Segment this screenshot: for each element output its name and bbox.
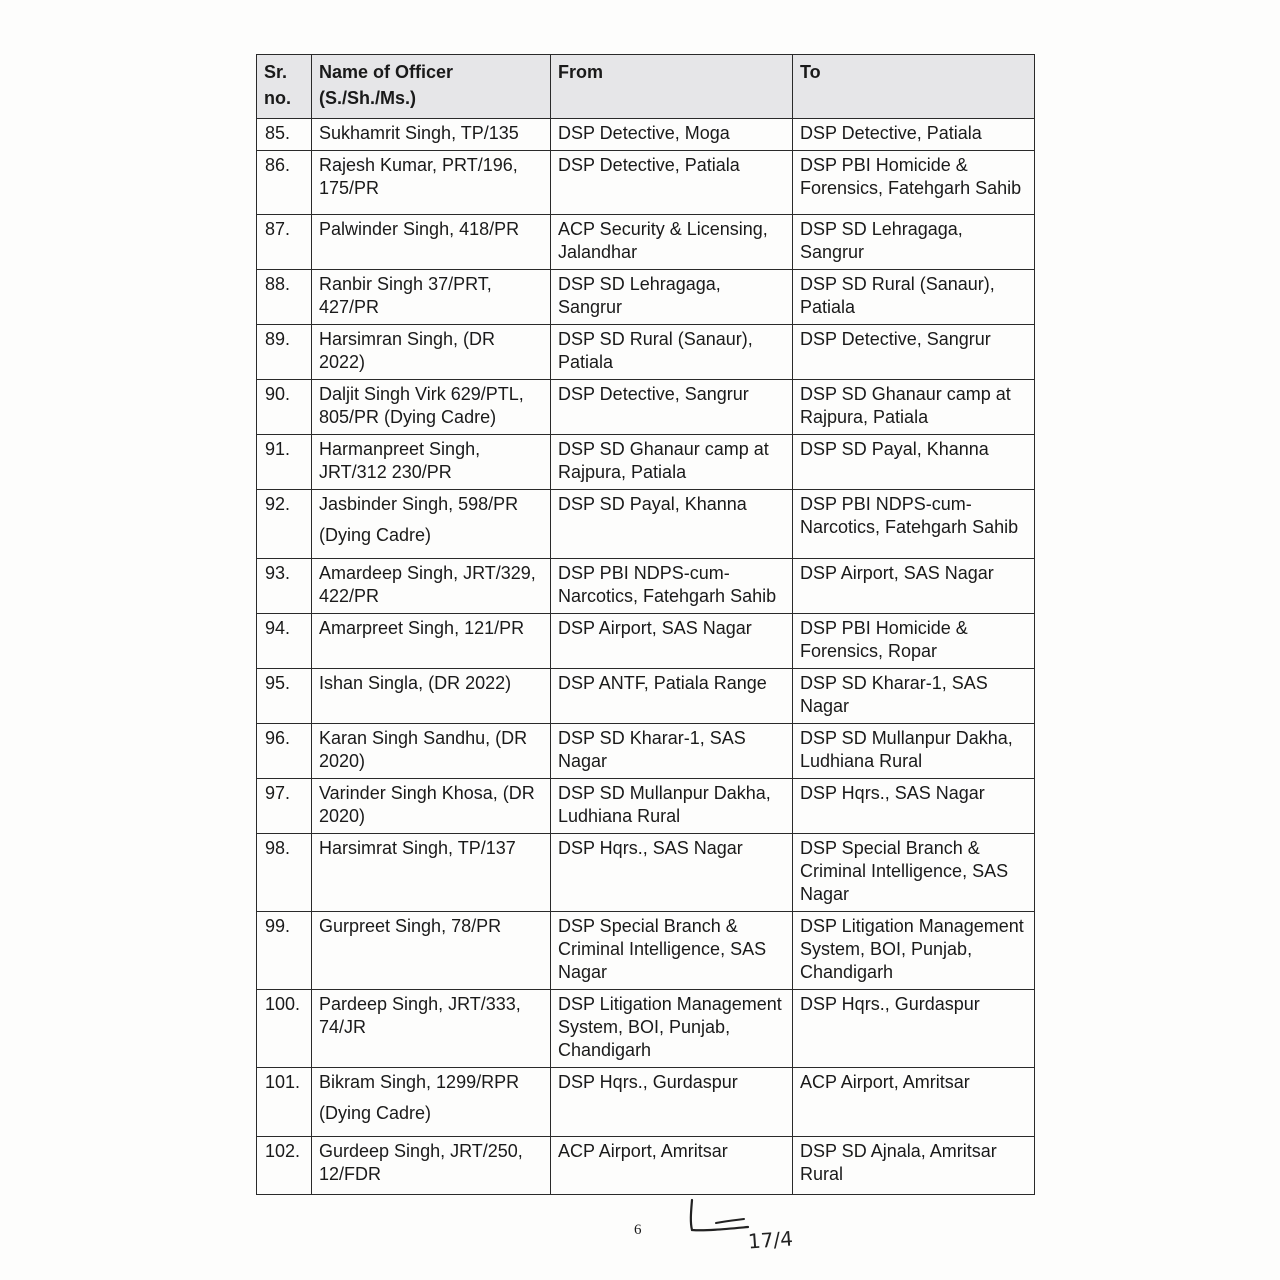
cell-from-posting: DSP SD Lehragaga, Sangrur (551, 270, 793, 325)
cell-to-posting: DSP SD Mullanpur Dakha, Ludhiana Rural (793, 724, 1035, 779)
header-name-line2: (S./Sh./Ms.) (319, 88, 417, 108)
cell-to-posting: DSP Hqrs., SAS Nagar (793, 779, 1035, 834)
table-row (257, 1068, 1035, 1137)
transfer-table (256, 54, 1035, 1195)
officer-name-text: Gurdeep Singh, JRT/250, 12/FDR (319, 1141, 523, 1184)
cell-from-posting: DSP Airport, SAS Nagar (551, 614, 793, 669)
cell-to-posting: DSP Hqrs., Gurdaspur (793, 990, 1035, 1068)
table-row (257, 270, 1035, 325)
officer-name-text: Bikram Singh, 1299/RPR (319, 1072, 520, 1092)
cell-sr-no: 87. (257, 215, 312, 270)
cell-to-posting: DSP Airport, SAS Nagar (793, 559, 1035, 614)
cell-sr-no: 91. (257, 435, 312, 490)
officer-name-text: Rajesh Kumar, PRT/196, 175/PR (319, 155, 518, 198)
table-row (257, 215, 1035, 270)
officer-name-text: Palwinder Singh, 418/PR (319, 219, 520, 239)
header-to: To (793, 55, 1035, 119)
cell-to-posting: ACP Airport, Amritsar (793, 1068, 1035, 1137)
cell-to-posting: DSP Detective, Sangrur (793, 325, 1035, 380)
cell-to-posting: DSP SD Lehragaga, Sangrur (793, 215, 1035, 270)
officer-name-text: Gurpreet Singh, 78/PR (319, 916, 502, 936)
officer-name-text: Amarpreet Singh, 121/PR (319, 618, 525, 638)
cell-sr-no: 92. (257, 490, 312, 559)
cell-from-posting: DSP Detective, Moga (551, 119, 793, 151)
cell-sr-no: 94. (257, 614, 312, 669)
officer-name-text: Daljit Singh Virk 629/PTL, 805/PR (Dying Cadre) (319, 384, 524, 427)
table-row (257, 912, 1035, 990)
table-row (257, 559, 1035, 614)
cell-from-posting: DSP SD Kharar-1, SAS Nagar (551, 724, 793, 779)
table-row (257, 779, 1035, 834)
table-body (257, 119, 1035, 1195)
cell-officer-name (312, 270, 551, 325)
table-row (257, 490, 1035, 559)
cell-from-posting: DSP SD Rural (Sanaur), Patiala (551, 325, 793, 380)
cell-sr-no: 100. (257, 990, 312, 1068)
cell-officer-name (312, 490, 551, 559)
cell-officer-name (312, 614, 551, 669)
cell-from-posting: DSP Hqrs., Gurdaspur (551, 1068, 793, 1137)
cell-sr-no: 102. (257, 1137, 312, 1195)
officer-name-text: Harsimran Singh, (DR 2022) (319, 329, 496, 372)
cell-to-posting: DSP PBI NDPS-cum-Narcotics, Fatehgarh Sahib (793, 490, 1035, 559)
cell-to-posting: DSP SD Kharar-1, SAS Nagar (793, 669, 1035, 724)
header-name-of-officer (312, 55, 551, 119)
cell-sr-no: 93. (257, 559, 312, 614)
cell-from-posting: DSP Detective, Sangrur (551, 380, 793, 435)
cell-from-posting: DSP SD Payal, Khanna (551, 490, 793, 559)
cell-officer-name (312, 1137, 551, 1195)
cell-from-posting: DSP Hqrs., SAS Nagar (551, 834, 793, 912)
cell-to-posting: DSP Litigation Management System, BOI, Punjab, Chandigarh (793, 912, 1035, 990)
cell-officer-name (312, 669, 551, 724)
table-row (257, 614, 1035, 669)
officer-name-text: Pardeep Singh, JRT/333, 74/JR (319, 994, 521, 1037)
cell-officer-name (312, 559, 551, 614)
table-row (257, 435, 1035, 490)
cell-from-posting: DSP SD Ghanaur camp at Rajpura, Patiala (551, 435, 793, 490)
cell-sr-no: 95. (257, 669, 312, 724)
cell-sr-no: 90. (257, 380, 312, 435)
cell-officer-name (312, 215, 551, 270)
cell-to-posting: DSP SD Rural (Sanaur), Patiala (793, 270, 1035, 325)
cell-from-posting: ACP Airport, Amritsar (551, 1137, 793, 1195)
header-from: From (551, 55, 793, 119)
table-row (257, 669, 1035, 724)
cell-to-posting: DSP PBI Homicide & Forensics, Ropar (793, 614, 1035, 669)
officer-name-text: Ranbir Singh 37/PRT, 427/PR (319, 274, 492, 317)
cell-sr-no: 98. (257, 834, 312, 912)
cell-from-posting: DSP Litigation Management System, BOI, Punjab, Chandigarh (551, 990, 793, 1068)
cell-from-posting: DSP PBI NDPS-cum-Narcotics, Fatehgarh Sahib (551, 559, 793, 614)
page-number: 6 (634, 1222, 642, 1238)
cell-officer-name (312, 912, 551, 990)
cell-sr-no: 101. (257, 1068, 312, 1137)
cell-from-posting: ACP Security & Licensing, Jalandhar (551, 215, 793, 270)
cell-from-posting: DSP Special Branch & Criminal Intelligence, SAS Nagar (551, 912, 793, 990)
officer-name-text: Harmanpreet Singh, JRT/312 230/PR (319, 439, 481, 482)
cell-from-posting: DSP ANTF, Patiala Range (551, 669, 793, 724)
cell-to-posting: DSP Detective, Patiala (793, 119, 1035, 151)
table-row (257, 724, 1035, 779)
officer-name-text: Sukhamrit Singh, TP/135 (319, 123, 519, 143)
officer-note-text: (Dying Cadre) (319, 525, 432, 545)
officer-name-text: Amardeep Singh, JRT/329, 422/PR (319, 563, 536, 606)
table-row (257, 119, 1035, 151)
cell-sr-no: 89. (257, 325, 312, 380)
cell-officer-name (312, 834, 551, 912)
officer-name-text: Ishan Singla, (DR 2022) (319, 673, 512, 693)
cell-sr-no: 96. (257, 724, 312, 779)
cell-officer-name (312, 435, 551, 490)
cell-officer-name (312, 380, 551, 435)
cell-officer-name (312, 990, 551, 1068)
cell-from-posting: DSP SD Mullanpur Dakha, Ludhiana Rural (551, 779, 793, 834)
cell-to-posting: DSP PBI Homicide & Forensics, Fatehgarh Sahib (793, 151, 1035, 215)
table-row (257, 325, 1035, 380)
cell-officer-name (312, 1068, 551, 1137)
cell-sr-no: 97. (257, 779, 312, 834)
header-sr-line1: Sr. (264, 62, 288, 82)
cell-sr-no: 86. (257, 151, 312, 215)
table-row (257, 834, 1035, 912)
cell-sr-no: 99. (257, 912, 312, 990)
table-row (257, 151, 1035, 215)
cell-sr-no: 85. (257, 119, 312, 151)
officer-name-text: Varinder Singh Khosa, (DR 2020) (319, 783, 535, 826)
cell-officer-name (312, 325, 551, 380)
cell-to-posting: DSP SD Payal, Khanna (793, 435, 1035, 490)
officer-name-text: Harsimrat Singh, TP/137 (319, 838, 516, 858)
signature-date: 17/4 (747, 1226, 794, 1254)
cell-officer-name (312, 151, 551, 215)
table-row (257, 1137, 1035, 1195)
table-row (257, 990, 1035, 1068)
cell-officer-name (312, 119, 551, 151)
cell-to-posting: DSP Special Branch & Criminal Intelligence, SAS Nagar (793, 834, 1035, 912)
officer-note-text: (Dying Cadre) (319, 1103, 432, 1123)
officer-name-text: Jasbinder Singh, 598/PR (319, 494, 519, 514)
cell-from-posting: DSP Detective, Patiala (551, 151, 793, 215)
cell-sr-no: 88. (257, 270, 312, 325)
table-header-row (257, 55, 1035, 119)
header-sr-line2: no. (264, 88, 291, 108)
table-row (257, 380, 1035, 435)
officer-name-text: Karan Singh Sandhu, (DR 2020) (319, 728, 528, 771)
cell-officer-name (312, 724, 551, 779)
cell-to-posting: DSP SD Ghanaur camp at Rajpura, Patiala (793, 380, 1035, 435)
header-name-line1: Name of Officer (319, 62, 454, 82)
cell-to-posting: DSP SD Ajnala, Amritsar Rural (793, 1137, 1035, 1195)
header-sr-no (257, 55, 312, 119)
cell-officer-name (312, 779, 551, 834)
